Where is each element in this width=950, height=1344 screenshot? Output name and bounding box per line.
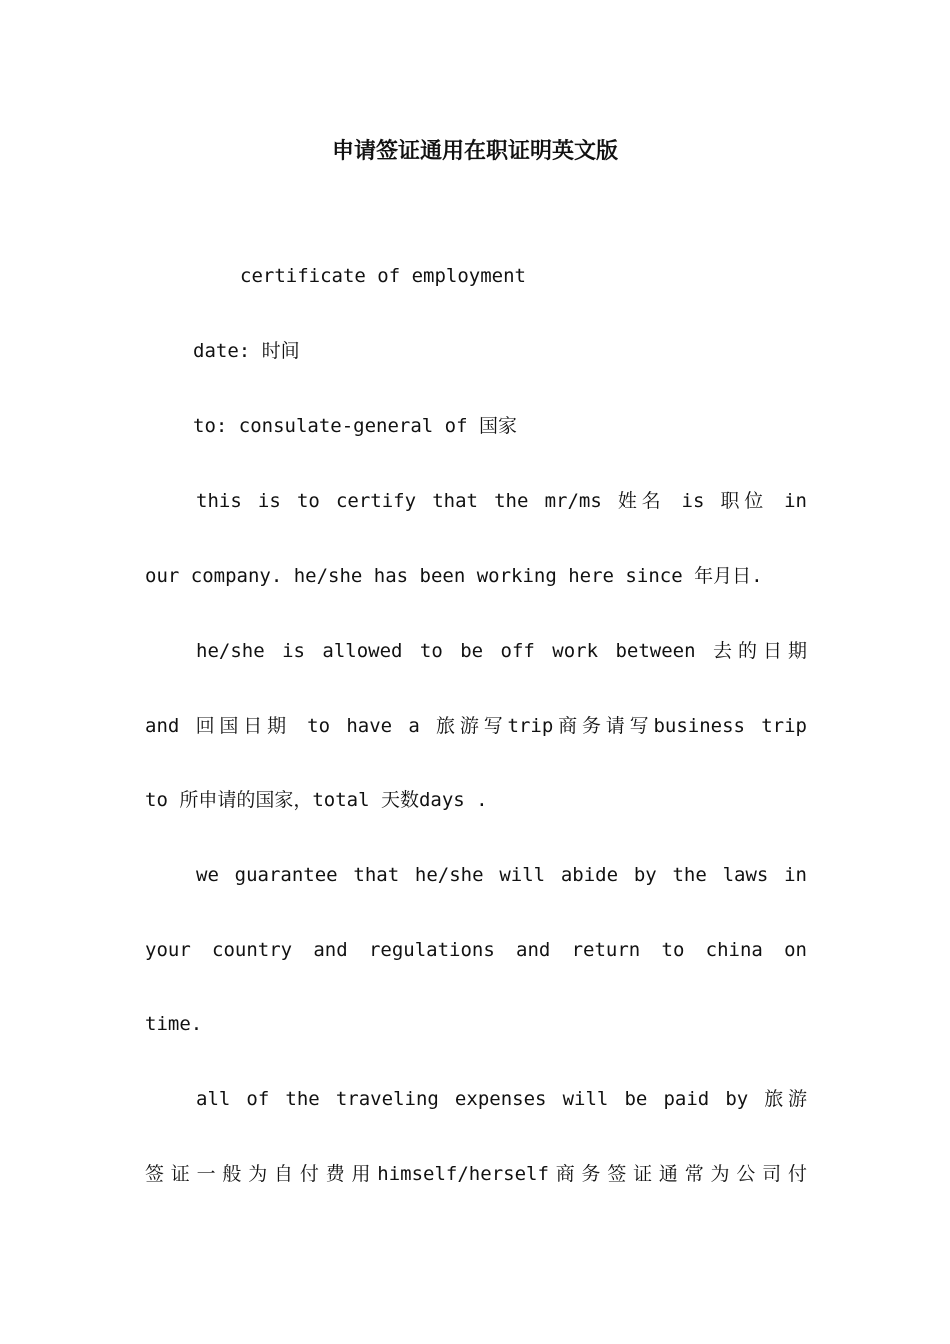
body-line: our company. he/she has been working here since 年月日. [145, 565, 763, 587]
date-line: date: 时间 [193, 340, 300, 362]
body-line: all of the traveling expenses will be paid by 旅游 [196, 1088, 807, 1110]
body-line: we guarantee that he/she will abide by the laws in [196, 864, 807, 886]
body-line: time. [145, 1013, 203, 1035]
certificate-heading: certificate of employment [240, 265, 526, 287]
document-title: 申请签证通用在职证明英文版 [331, 139, 618, 164]
body-line: and 回国日期 to have a 旅游写trip商务请写business trip [145, 715, 807, 737]
body-line: this is to certify that the mr/ms 姓名 is 职位 in [196, 490, 807, 512]
body-line: he/she is allowed to be off work between 去的日期 [196, 640, 807, 662]
body-line: 签证一般为自付费用himself/herself商务签证通常为公司付 [145, 1163, 807, 1185]
to-line: to: consulate-general of 国家 [193, 415, 517, 437]
body-line: to 所申请的国家，total 天数days . [145, 789, 488, 811]
body-line: your country and regulations and return to china on [145, 939, 807, 961]
